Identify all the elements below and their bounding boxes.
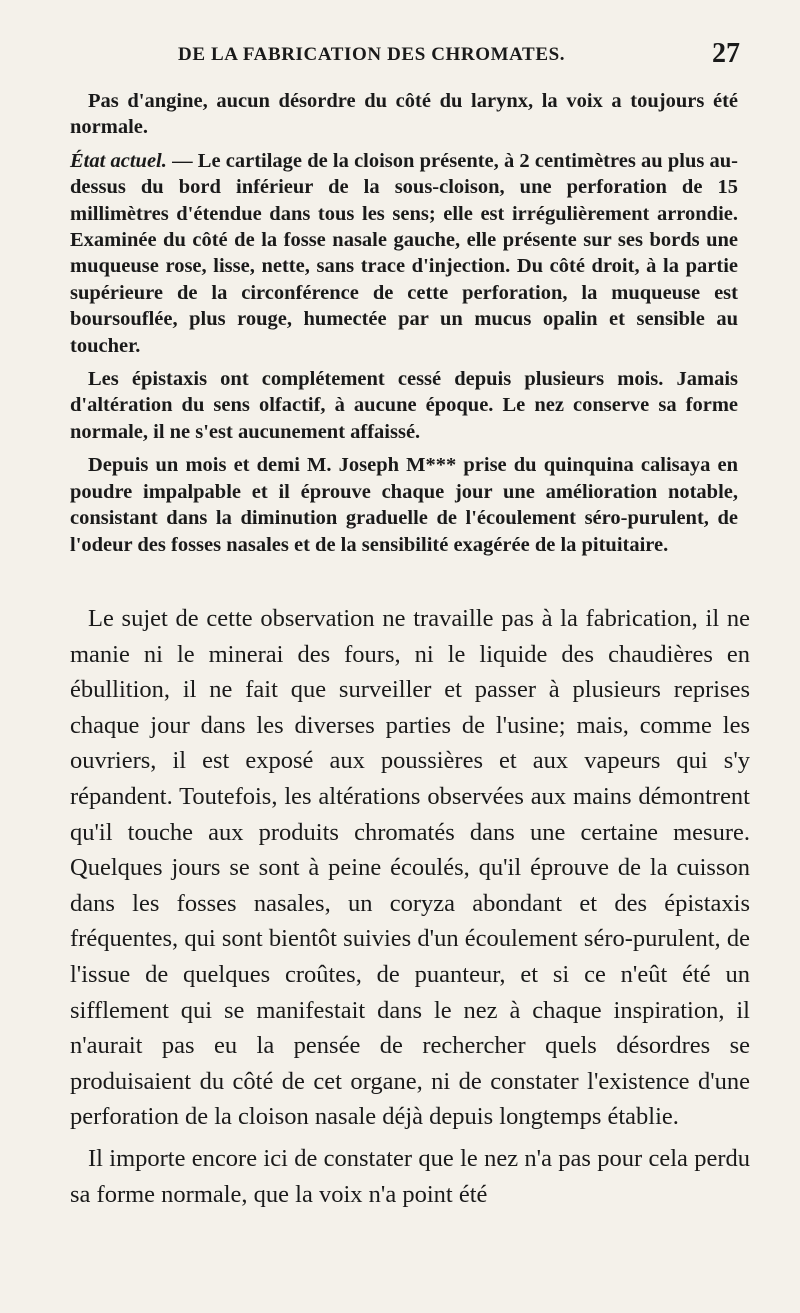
page-number: 27 <box>712 38 740 69</box>
page-header <box>70 40 740 80</box>
observation-block <box>70 88 738 558</box>
observation-paragraph: Les épistaxis ont complétement cessé depuis plusieurs mois. Jamais d'altération du sens olfactif, à aucune époque. Le nez conserve sa forme normale, il ne s'est aucunement affaissé. <box>70 368 738 443</box>
section-label: État actuel. <box>70 149 167 172</box>
observation-paragraph: Pas d'angine, aucun désordre du côté du larynx, la voix a toujours été normale. <box>70 90 738 139</box>
commentary-paragraph: Il importe encore ici de constater que le nez n'a pas pour cela perdu sa forme normale, que la voix n'a point été <box>70 1144 750 1208</box>
observation-paragraph <box>70 148 738 359</box>
paragraph-text: — Le cartilage de la cloison présente, à 2 centimètres au plus au-dessus du bord inférieur de la sous-cloison, une perforation de 15 millimètres d'étendue dans tous les sens; elle est irrégulièrement arrondie. Examinée du côté de la fosse nasale gauche, elle présente sur ses bords une muqueuse rose, lisse, nette, sans trace d'injection. Du côté droit, à la partie supérieure de la circonférence de cette perforation, la muqueuse est boursouflée, plus rouge, humectée par un mucus opalin et sensible au toucher. <box>70 149 738 357</box>
running-title: DE LA FABRICATION DES CHROMATES. <box>178 44 566 65</box>
observation-paragraph: Depuis un mois et demi M. Joseph M*** prise du quinquina calisaya en poudre impalpable et il éprouve chaque jour une amélioration notable, consistant dans la diminution graduelle de l'écoulement séro-purulent, de l'odeur des fosses nasales et de la sensibilité exagérée de la pituitaire. <box>70 454 738 556</box>
commentary-paragraph: Le sujet de cette observation ne travaille pas à la fabrication, il ne manie ni le minerai des fours, ni le liquide des chaudières en ébullition, il ne fait que surveiller et passer à plusieurs reprises chaque jour dans les diverses parties de l'usine; mais, comme les ouvriers, il est exposé aux poussières et aux vapeurs qui s'y répandent. Toutefois, les altérations observées aux mains démontrent qu'il touche aux produits chromatés dans une certaine mesure. Quelques jours se sont à peine écoulés, qu'il éprouve de la cuisson dans les fosses nasales, un coryza abondant et des épistaxis fréquentes, qui sont bientôt suivies d'un écoulement séro-purulent, de l'issue de quelques croûtes, de puanteur, et si ce n'eût été un sifflement qui se manifestait dans le nez à chaque inspiration, il n'aurait pas eu la pensée de rechercher quels désordres se produisaient du côté de cet organe, ni de constater l'existence d'une perforation de la cloison nasale déjà depuis longtemps établie. <box>70 605 750 1131</box>
commentary-block <box>70 601 750 1212</box>
